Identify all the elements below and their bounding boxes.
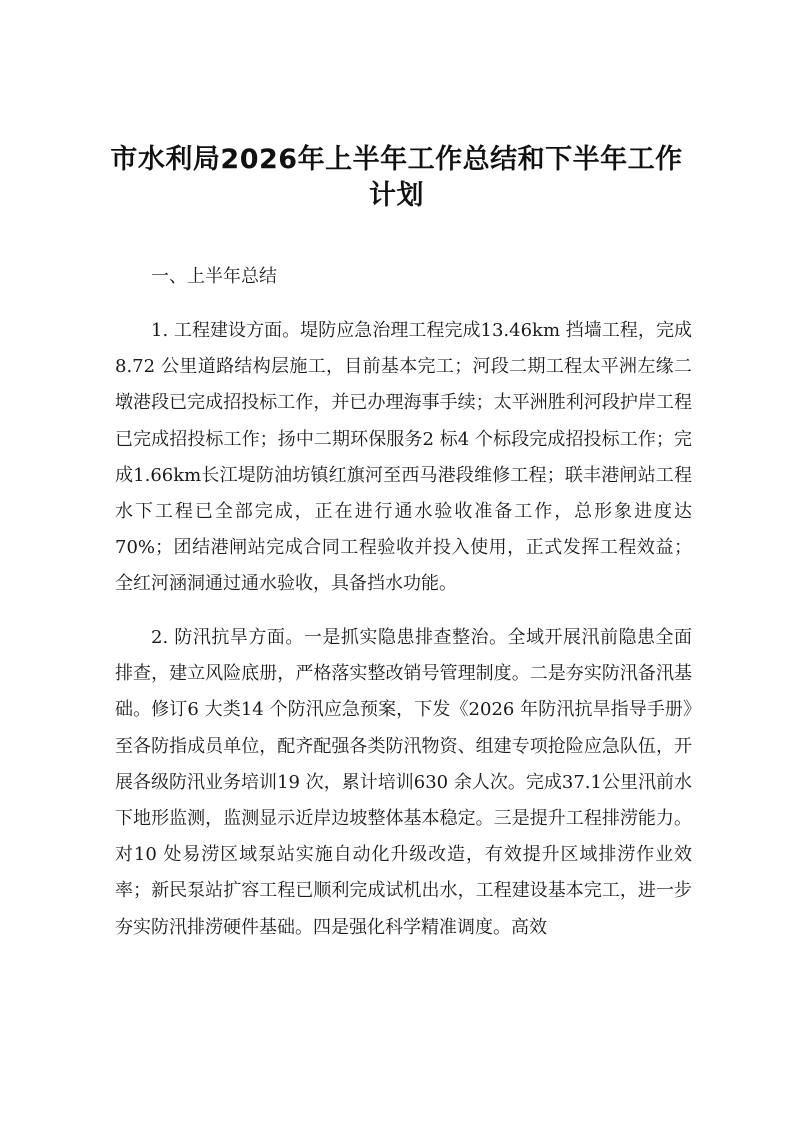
paragraph-engineering: 1. 工程建设方面。堤防应急治理工程完成13.46km 挡墙工程，完成8.72 公里道路结构层施工，目前基本完工；河段二期工程太平洲左缘二墩港段已完成招投标工作，并已办理海事手续；太平洲胜利河段护岸工程已完成招投标工作；扬中二期环保服务2 标4 个标段完成招投标工作；完成1.66km长江堤防油坊镇红旗河至西马港段维修工程；联丰港闸站工程水下工程已全部完成，正在进行通水验收准备工作，总形象进度达70%；团结港闸站完成合同工程验收并投入使用，正式发挥工程效益；全红河涵洞通过通水验收，具备挡水功能。	[115, 320, 692, 595]
document-title: 市水利局2026年上半年工作总结和下半年工作计划	[110, 144, 683, 211]
paragraph-flood-control: 2. 防汛抗旱方面。一是抓实隐患排查整治。全域开展汛前隐患全面排查，建立风险底册，严格落实整改销号管理制度。二是夯实防汛备汛基础。修订6 大类14 个防汛应急预案，下发《2026 年防汛抗旱指导手册》至各防指成员单位，配齐配强各类防汛物资、组建专项抢险应急队伍，开展各级防汛业务培训19 次，累计培训630 余人次。完成37.1公里汛前水下地形监测，监测显示近岸边坡整体基本稳定。三是提升工程排涝能力。对10 处易涝区域泵站实施自动化升级改造，有效提升区域排涝作业效率；新民泵站扩容工程已顺利完成试机出水，工程建设基本完工，进一步夯实防汛排涝硬件基础。四是强化科学精准调度。高效	[115, 627, 692, 938]
section-heading: 一、上半年总结	[151, 266, 277, 287]
